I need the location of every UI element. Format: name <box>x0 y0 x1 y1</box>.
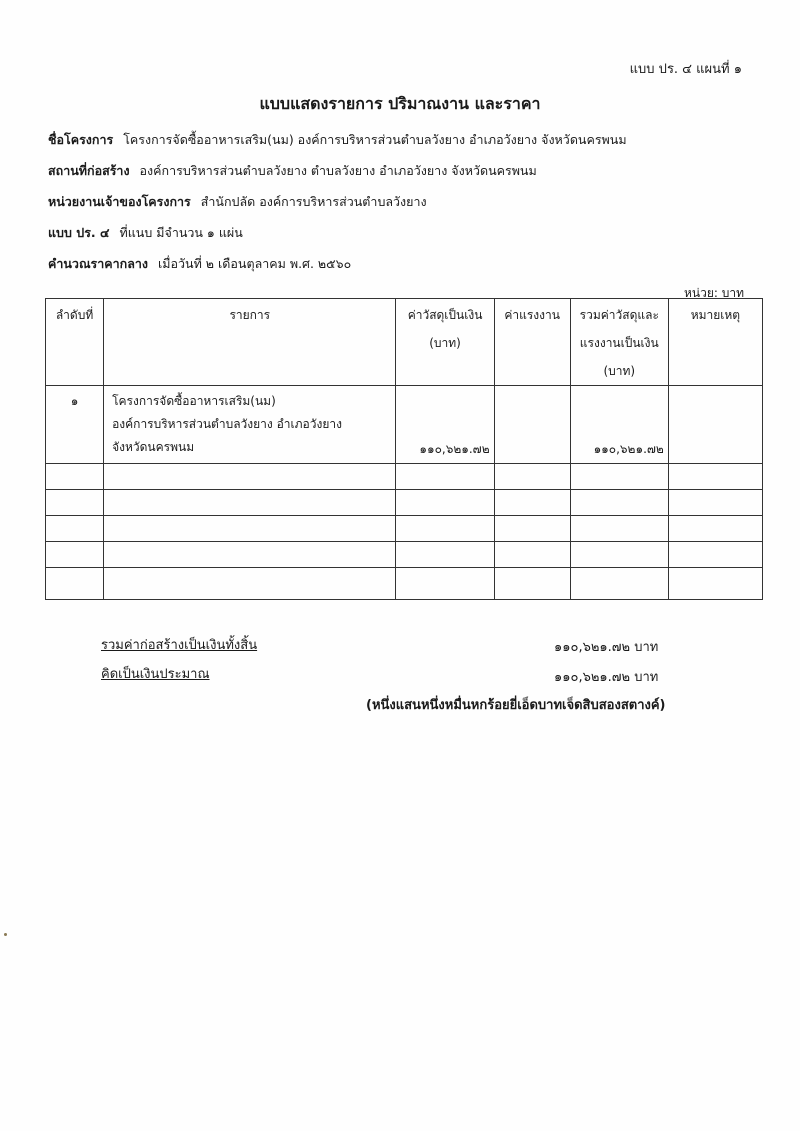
table-row <box>46 464 763 490</box>
amount-in-words: (หนึ่งแสนหนึ่งหมื่นหกร้อยยี่เอ็ดบาทเจ็ดสิบสองสตางค์) <box>366 698 666 713</box>
form-attachment-line <box>48 223 243 243</box>
construction-site-line <box>48 161 537 181</box>
header-total-cost: รวมค่าวัสดุและ แรงงานเป็นเงิน (บาท) <box>570 299 668 386</box>
project-name-value: โครงการจัดซื้ออาหารเสริม(นม) องค์การบริหารส่วนตำบลวังยาง อำเภอวังยาง จังหวัดนครพนม <box>123 132 627 147</box>
row-total-cost: ๑๑๐,๖๒๑.๗๒ <box>570 386 668 464</box>
table-row <box>46 542 763 568</box>
row-remark <box>668 386 762 464</box>
header-item: รายการ <box>104 299 396 386</box>
row-description: โครงการจัดซื้ออาหารเสริม(นม) องค์การบริหารส่วนตำบลวังยาง อำเภอวังยาง จังหวัดนครพนม <box>104 386 396 464</box>
table-row <box>46 568 763 600</box>
header-remark: หมายเหตุ <box>668 299 762 386</box>
row-number: ๑ <box>46 386 104 464</box>
approximate-total-value: ๑๑๐,๖๒๑.๗๒ บาท <box>554 670 659 685</box>
table-header-row <box>46 299 763 386</box>
document-title: แบบแสดงรายการ ปริมาณงาน และราคา <box>259 94 541 113</box>
header-material-cost: ค่าวัสดุเป็นเงิน (บาท) <box>396 299 494 386</box>
bill-of-quantities-table <box>45 298 763 600</box>
header-no: ลำดับที่ <box>46 299 104 386</box>
calculation-date-value: เมื่อวันที่ ๒ เดือนตุลาคม พ.ศ. ๒๕๖๐ <box>158 256 352 271</box>
form-attachment-value: ที่แนบ มีจำนวน ๑ แผ่น <box>119 225 243 240</box>
unit-label: หน่วย: บาท <box>683 286 744 300</box>
calculation-date-line <box>48 254 351 274</box>
calculation-date-label: คำนวณราคากลาง <box>48 256 149 271</box>
table-row <box>46 490 763 516</box>
construction-total-value: ๑๑๐,๖๒๑.๗๒ บาท <box>554 640 659 655</box>
project-name-label: ชื่อโครงการ <box>48 132 114 147</box>
header-labor-cost: ค่าแรงงาน <box>494 299 570 386</box>
approximate-total-label: คิดเป็นเงินประมาณ <box>101 667 210 682</box>
row-material-cost: ๑๑๐,๖๒๑.๗๒ <box>396 386 494 464</box>
form-attachment-label: แบบ ปร. ๔ <box>48 225 110 240</box>
table-row <box>46 386 763 464</box>
project-owner-value: สำนักปลัด องค์การบริหารส่วนตำบลวังยาง <box>200 194 427 209</box>
construction-total-label: รวมค่าก่อสร้างเป็นเงินทั้งสิ้น <box>101 638 258 653</box>
scan-speck <box>4 933 7 936</box>
construction-site-value: องค์การบริหารส่วนตำบลวังยาง ตำบลวังยาง อำเภอวังยาง จังหวัดนครพนม <box>139 163 537 178</box>
table-row <box>46 516 763 542</box>
form-code: แบบ ปร. ๔ แผนที่ ๑ <box>629 62 742 77</box>
row-labor-cost <box>494 386 570 464</box>
project-name-line <box>48 130 627 150</box>
construction-site-label: สถานที่ก่อสร้าง <box>48 163 130 178</box>
project-owner-line <box>48 192 427 212</box>
project-owner-label: หน่วยงานเจ้าของโครงการ <box>48 194 191 209</box>
